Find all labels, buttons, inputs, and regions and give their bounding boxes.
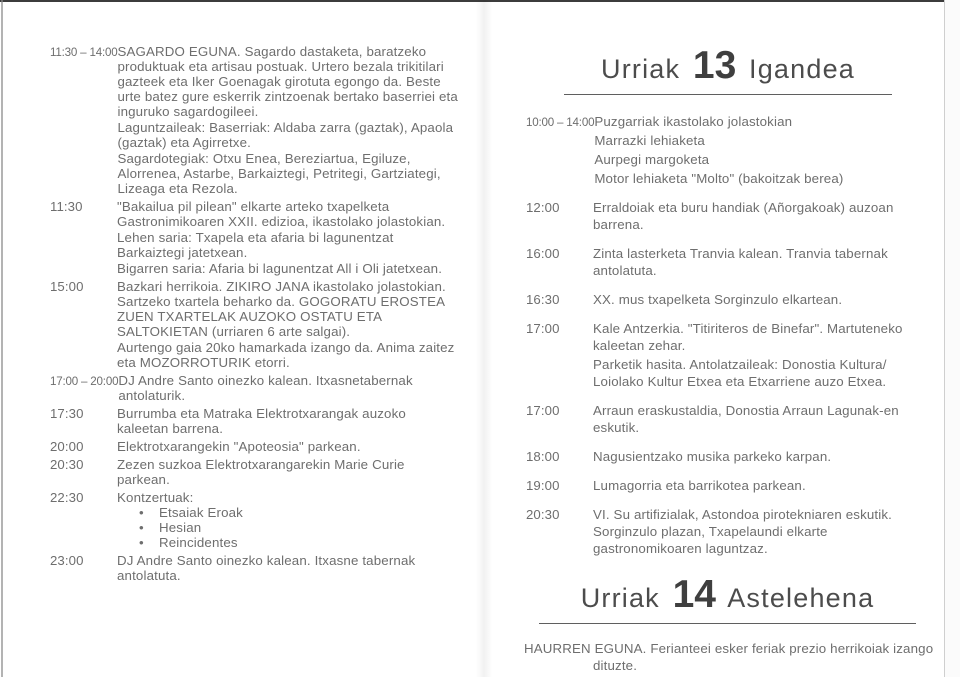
event-row (50, 199, 458, 276)
bullet-text: Hesian (159, 520, 202, 535)
day-header-prefix: Urriak (601, 54, 681, 84)
event-paragraph: Burrumba eta Matraka Elektrotxarangak auzoko kaleetan barrena. (117, 406, 406, 436)
event-description (593, 245, 936, 279)
bullet-icon: • (139, 505, 144, 520)
event-row (526, 506, 936, 557)
event-description (117, 406, 458, 436)
bullet-item (117, 505, 458, 520)
event-paragraph: VI. Su artifizialak, Astondoa pirotekniaren eskutik. Sorginzulo plazan, Txapelaundi elkarte gastronomikoaren laguntzaz. (593, 507, 893, 556)
event-paragraph: Parketik hasita. Antolatzaileak: Donostia Kultura/ Loiolako Kultur Etxea eta Etxarriene auzo Etxea. (593, 357, 887, 389)
event-description (118, 373, 458, 403)
event-paragraph: Zinta lasterketa Tranvia kalean. Tranvia tabernak antolatuta. (593, 246, 888, 278)
event-description (117, 199, 458, 276)
event-description (117, 44, 458, 196)
event-row (50, 553, 458, 583)
event-description (117, 490, 458, 550)
event-description (117, 457, 458, 487)
event-row (526, 402, 936, 436)
booklet-fold-shadow (476, 0, 492, 677)
event-paragraph: Motor lehiaketa "Molto" (bakoitzak berea) (594, 171, 844, 186)
event-time: 17:00 – 20:00 (50, 375, 119, 388)
event-time: 16:30 (526, 292, 560, 307)
event-list (526, 113, 936, 557)
event-time: 17:30 (50, 406, 84, 421)
event-time: 17:00 (526, 321, 560, 336)
event-row (526, 477, 936, 494)
event-paragraph: Bigarren saria: Afaria bi lagunentzat All i Oli jatetxean. (117, 261, 443, 276)
haurren-eguna-note: HAURREN EGUNA. Ferianteei esker feriak prezio herrikoiak izango dituzte. (524, 641, 934, 673)
event-row (50, 406, 458, 436)
event-paragraph: Lumagorria eta barrikotea parkean. (593, 478, 806, 493)
bullet-text: Etsaiak Eroak (159, 505, 243, 520)
event-description (593, 291, 936, 308)
day-header-suffix: Igandea (749, 54, 855, 84)
event-paragraph: Kontzertuak: (117, 490, 194, 505)
day-number: 14 (672, 573, 716, 616)
event-time: 16:00 (526, 246, 560, 261)
event-paragraph: Elektrotxarangekin "Apoteosia" parkean. (117, 439, 361, 454)
event-paragraph: DJ Andre Santo oinezko kalean. Itxasnetabernak antolaturik. (118, 373, 413, 403)
event-paragraph: Arraun eraskustaldia, Donostia Arraun Lagunak-en eskutik. (593, 403, 899, 435)
event-paragraph: XX. mus txapelketa Sorginzulo elkartean. (593, 292, 843, 307)
event-time: 20:30 (50, 457, 84, 472)
event-paragraph: Laguntzaileak: Baserriak: Aldaba zarra (gaztak), Apaola (gaztak) eta Agirretxe. (117, 120, 454, 150)
day-header-prefix: Urriak (580, 583, 660, 613)
event-paragraph: Aurpegi margoketa (594, 152, 710, 167)
event-row (526, 291, 936, 308)
event-paragraph: Bazkari herrikoia. ZIKIRO JANA ikastolako jolastokian. Sartzeko txartela beharko da. GOGORATU EROSTEA ZUEN TXARTELAK AUZOKO OSTATU ETA SALTOKIETAN (urriaren 6 arte salgai). (117, 279, 446, 339)
event-time: 17:00 (526, 403, 560, 418)
event-paragraph: Lehen saria: Txapela eta afaria bi lagunentzat Barkaiztegi jatetxean. (117, 230, 394, 260)
day-header-suffix: Astelehena (727, 583, 875, 613)
event-time: 11:30 (50, 199, 83, 214)
bullet-icon: • (139, 535, 144, 550)
event-row (50, 44, 458, 196)
event-description (593, 477, 936, 494)
event-row (526, 199, 936, 233)
left-page-schedule (50, 44, 458, 586)
event-time: 12:00 (526, 200, 560, 215)
event-time: 18:00 (526, 449, 560, 464)
event-paragraph: Marrazki lehiaketa (594, 133, 705, 148)
event-row (50, 490, 458, 550)
event-description (594, 113, 936, 187)
bullet-icon: • (139, 520, 144, 535)
event-paragraph: Aurtengo gaia 20ko hamarkada izango da. Anima zaitez eta MOZORROTURIK etorri. (117, 340, 455, 370)
event-row (526, 320, 936, 390)
day-number: 13 (692, 44, 737, 87)
event-description (117, 553, 458, 583)
event-time: 10:00 – 14:00 (526, 116, 595, 129)
event-row (526, 448, 936, 465)
scan-edge-right (944, 0, 945, 677)
event-paragraph: Erraldoiak eta buru handiak (Añorgakoak) auzoan barrena. (593, 200, 894, 232)
event-paragraph: Zezen suzkoa Elektrotxarangarekin Marie Curie parkean. (117, 457, 405, 487)
event-description (593, 402, 936, 436)
day-header-urriak-14 (539, 573, 916, 624)
right-page-schedule (526, 44, 936, 674)
event-row (50, 373, 458, 403)
event-time: 23:00 (50, 553, 84, 568)
event-row (50, 279, 458, 370)
event-paragraph: Nagusientzako musika parkeko karpan. (593, 449, 832, 464)
event-description (593, 320, 936, 390)
event-row (526, 245, 936, 279)
event-time: 11:30 – 14:00 (50, 46, 118, 59)
event-paragraph: DJ Andre Santo oinezko kalean. Itxasne tabernak antolatuta. (117, 553, 416, 583)
event-time: 20:30 (526, 507, 560, 522)
event-description (117, 439, 458, 454)
event-time: 15:00 (50, 279, 84, 294)
event-paragraph: SAGARDO EGUNA. Sagardo dastaketa, baratzeko produktuak eta artisau postuak. Urtero bezala trikitilari gazteek eta Iker Goenagak girotuta egongo da. Beste urte batez gure eskerrik zintzoenak bertako baserriei eta inguruko sagardogileei. (117, 44, 458, 119)
scan-edge-left (1, 0, 3, 677)
bullet-item (117, 535, 458, 550)
event-description (117, 279, 458, 370)
day-header-urriak-13 (564, 44, 892, 95)
event-time: 19:00 (526, 478, 560, 493)
event-row (50, 439, 458, 454)
event-paragraph: Sagardotegiak: Otxu Enea, Bereziartua, Egiluze, Alorrenea, Astarbe, Barkaiztegi, Petritegi, Gartziategi, Lizeaga eta Rezola. (117, 151, 441, 196)
event-description (593, 448, 936, 465)
bullet-text: Reincidentes (159, 535, 238, 550)
event-paragraph: Puzgarriak ikastolako jolastokian (594, 114, 793, 129)
event-time: 20:00 (50, 439, 84, 454)
event-row (50, 457, 458, 487)
event-paragraph: "Bakailua pil pilean" elkarte arteko txapelketa Gastronimikoaren XXII. edizioa, ikastolako jolastokian. (117, 199, 446, 229)
bullet-item (117, 520, 458, 535)
scan-margin-right (945, 0, 960, 677)
event-time: 22:30 (50, 490, 84, 505)
event-row (526, 113, 936, 187)
event-description (593, 199, 936, 233)
event-description (593, 506, 936, 557)
event-paragraph: Kale Antzerkia. "Titiriteros de Binefar". Martuteneko kaleetan zehar. (593, 321, 903, 353)
